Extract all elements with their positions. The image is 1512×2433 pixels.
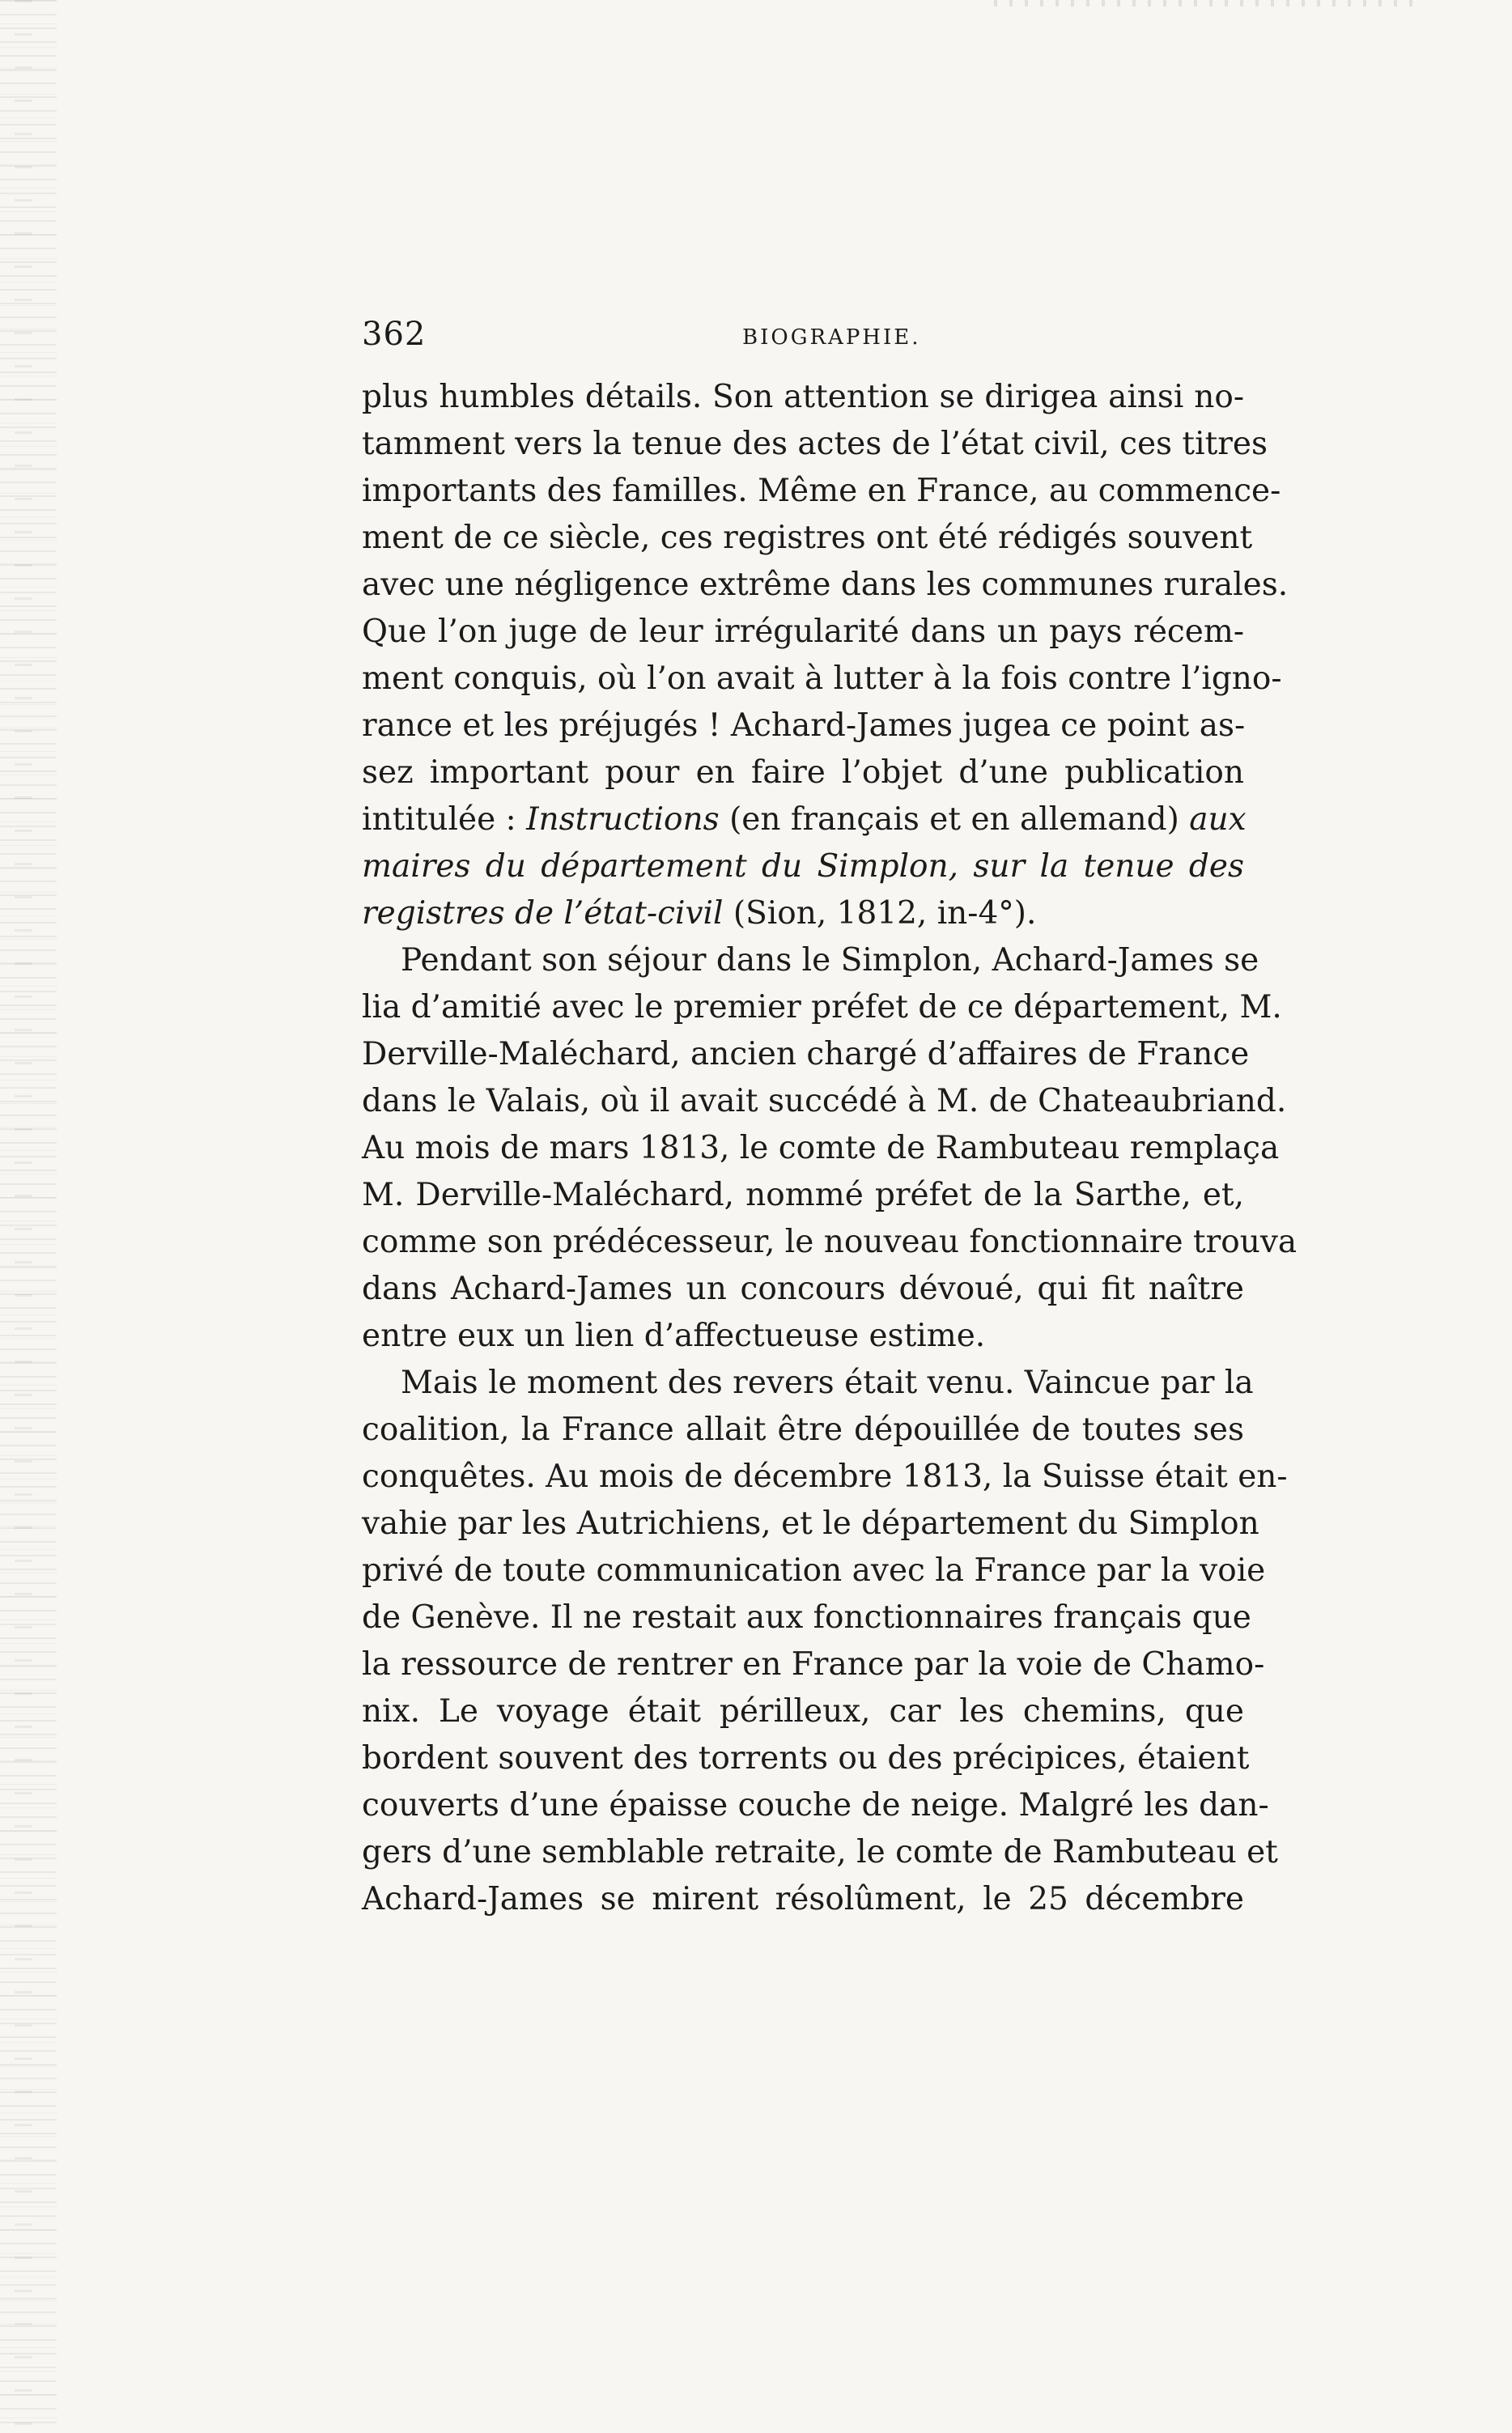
text-line: dans le Valais, où il avait succédé à M. de Chateaubriand. [362,1083,1287,1119]
text-line-with-italics [362,890,1244,937]
text-line: privé de toute communication avec la France par la voie [362,1552,1266,1589]
text-fragment: (en français et en allemand) [719,801,1190,838]
page-header [362,316,1236,364]
text-line: ment conquis, où l’on avait à lutter à la fois contre l’igno- [362,660,1282,697]
paragraph-first-line: Mais le moment des revers était venu. Vaincue par la [401,1365,1254,1401]
text-line: tamment vers la tenue des actes de l’état civil, ces titres [362,426,1268,462]
text-line: lia d’amitié avec le premier préfet de ce département, M. [362,989,1282,1025]
text-line: coalition, la France allait être dépouillée de toutes ses [362,1412,1244,1448]
italic-title: aux [1189,801,1247,838]
binding-edge-speckle-dark [15,0,32,2433]
text-line: Que l’on juge de leur irrégularité dans un pays récem- [362,614,1244,650]
text-line: ment de ce siècle, ces registres ont été rédigés souvent [362,520,1253,556]
running-head: BIOGRAPHIE. [742,325,921,350]
text-fragment: intitulée : [362,801,527,838]
text-line: bordent souvent des torrents ou des précipices, étaient [362,1740,1250,1777]
text-line-with-italics [362,796,1247,843]
paragraph-first-line: Pendant son séjour dans le Simplon, Achard-James se [401,942,1259,979]
text-line: gers d’une semblable retraite, le comte de Rambuteau et [362,1834,1278,1870]
text-line: Au mois de mars 1813, le comte de Rambuteau remplaça [362,1130,1280,1166]
text-line: de Genève. Il ne restait aux fonctionnaires français que [362,1599,1251,1636]
text-line: Derville-Maléchard, ancien chargé d’affaires de France [362,1036,1250,1072]
text-fragment: (Sion, 1812, in-4°). [723,895,1037,932]
text-line: rance et les préjugés ! Achard-James jugea ce point as- [362,707,1246,744]
text-line: plus humbles détails. Son attention se dirigea ainsi no- [362,379,1244,415]
italic-title: registres de l’état-civil [362,895,724,932]
text-line: importants des familles. Même en France, au commence- [362,473,1281,509]
text-line: comme son prédécesseur, le nouveau fonctionnaire trouva [362,1224,1298,1260]
text-line: M. Derville-Maléchard, nommé préfet de la Sarthe, et, [362,1177,1244,1213]
text-line: nix. Le voyage était périlleux, car les chemins, que [362,1693,1244,1730]
body-text [362,374,1298,1923]
text-line: entre eux un lien d’affectueuse estime. [362,1318,986,1354]
text-line: sez important pour en faire l’objet d’une publication [362,754,1244,791]
text-line: vahie par les Autrichiens, et le département du Simplon [362,1505,1259,1542]
text-line: conquêtes. Au mois de décembre 1813, la Suisse était en- [362,1459,1288,1495]
text-line: la ressource de rentrer en France par la voie de Chamo- [362,1646,1265,1683]
text-line: dans Achard-James un concours dévoué, qui fit naître [362,1271,1244,1307]
text-line: Achard-James se mirent résolûment, le 25 décembre [362,1881,1244,1917]
text-line: avec une négligence extrême dans les communes rurales. [362,567,1289,603]
text-line: couverts d’une épaisse couche de neige. Malgré les dan- [362,1787,1269,1824]
italic-title: Instructions [526,801,720,838]
italic-title-line: maires du département du Simplon, sur la tenue des [362,848,1244,885]
page-number: 362 [362,316,427,353]
top-edge-speckle [994,0,1415,6]
